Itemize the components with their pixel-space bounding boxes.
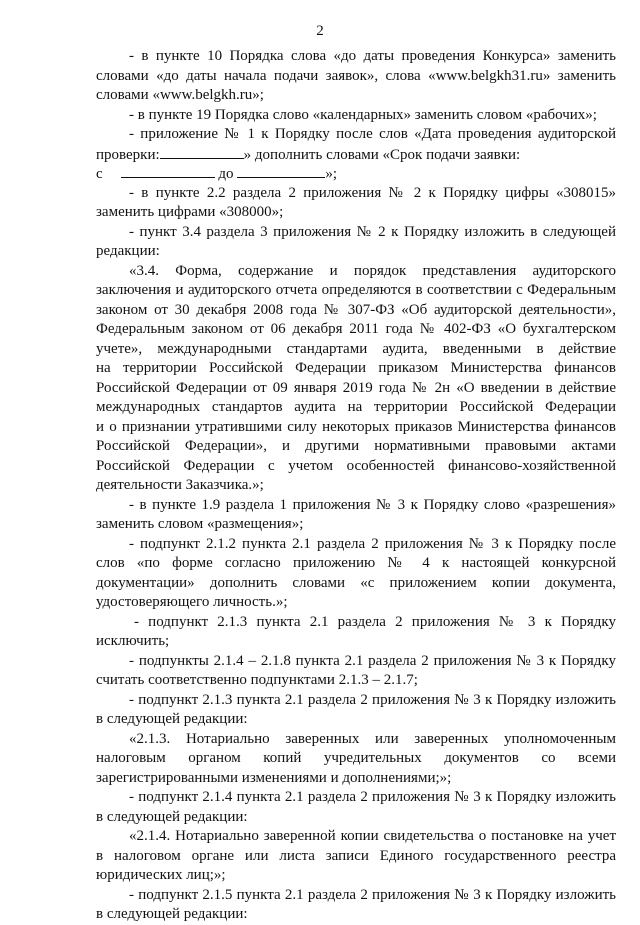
blank-field [160,145,244,159]
text-line: и о признании утратившими силу некоторых приказов Министерства финансов [96,418,616,435]
text-line: - в пункте 19 Порядка слово «календарных» заменить словом «рабочих»; [129,106,597,123]
text-line: в налоговом органе или листа записи Единого государственного реестра [96,847,616,864]
text-line: Российской Федерации», и другими нормативными правовыми актами [96,438,616,454]
text-line: зарегистрированными изменениями и дополнениями;»; [96,769,452,786]
text-line: исключить; [96,633,170,649]
text-line: словами «www.belgkh.ru»; [96,87,264,103]
text-fragment: с [96,166,103,182]
text-line: заменить цифрами «308000»; [96,204,284,220]
blank-field [121,164,215,178]
text-fragment: »; [325,166,337,182]
text-line: - подпункт 2.1.3 пункта 2.1 раздела 2 приложения № 3 к Порядку [134,613,616,630]
form-blank-line [96,164,616,184]
text-line: редакции: [96,243,160,259]
text-line: документации» дополнить словами «с приложением копии документа, [96,574,616,591]
text-line: - в пункте 10 Порядка слова «до даты проведения Конкурса» заменить [129,48,616,64]
text-line: налоговым органом копий учредительных документов со всеми [96,750,616,766]
text-line: считать соответственно подпунктами 2.1.3 – 2.1.7; [96,672,418,688]
form-blank-line [96,145,616,165]
text-line: «2.1.3. Нотариально заверенных или заверенных уполномоченным [129,730,616,747]
text-line: - в пункте 2.2 раздела 2 приложения № 2 к Порядку цифры «308015» [129,184,616,201]
text-line: международных стандартов аудита на территории Российской Федерации [96,399,616,415]
text-line: - подпункт 2.1.5 пункта 2.1 раздела 2 приложения № 3 к Порядку изложить [129,886,616,903]
text-line: в следующей редакции: [96,808,248,825]
text-line: слов «по форме согласно приложению № 4 к настоящей конкурсной [96,555,616,571]
text-line: учете», международными стандартами аудита, введенными в действие [96,340,616,357]
text-line: - в пункте 1.9 раздела 1 приложения № 3 к Порядку слово «разрешения» [129,496,616,513]
text-line: - приложение № 1 к Порядку после слов «Дата проведения аудиторской [129,126,616,142]
document-body [96,47,616,925]
text-fragment: » дополнить словами «Срок подачи заявки: [243,146,521,163]
text-line: - пункт 3.4 раздела 3 приложения № 2 к Порядку изложить в следующей [129,223,616,240]
blank-field [237,164,325,178]
text-line: в следующей редакции: [96,711,248,727]
text-line: словами «до даты начала подачи заявок», слова «www.belgkh31.ru» заменить [96,67,616,84]
text-line: - подпункт 2.1.3 пункта 2.1 раздела 2 приложения № 3 к Порядку изложить [129,691,616,708]
text-line: юридических лиц;»; [96,867,226,883]
text-line: - подпункты 2.1.4 – 2.1.8 пункта 2.1 раздела 2 приложения № 3 к Порядку [129,652,616,669]
text-line: Российской Федерации с учетом особенностей финансово-хозяйственной [96,457,616,474]
text-line: заключения и аудиторского отчета определяются в соответствии с Федеральным [96,282,616,298]
text-line: удостоверяющего личность.»; [96,594,288,610]
text-line: законом от 30 декабря 2008 года № 307-ФЗ «Об аудиторской деятельности», [96,301,616,318]
text-line: - подпункт 2.1.2 пункта 2.1 раздела 2 приложения № 3 к Порядку после [129,535,616,552]
text-line: в следующей редакции: [96,906,248,922]
text-fragment: до [218,166,234,182]
text-line: на территории Российской Федерации приказом Министерства финансов [96,360,616,376]
text-line: Российской Федерации от 09 января 2019 года № 2н «О введении в действие [96,379,616,396]
page-number: 2 [316,23,324,39]
text-line: Федеральным законом от 06 декабря 2011 года № 402-ФЗ «О бухгалтерском [96,321,616,337]
text-line: «3.4. Форма, содержание и порядок представления аудиторского [129,262,616,279]
text-line: заменить словом «размещения»; [96,516,304,532]
text-fragment: проверки: [96,146,160,163]
text-line: «2.1.4. Нотариально заверенной копии свидетельства о постановке на учет [129,828,616,844]
text-line: - подпункт 2.1.4 пункта 2.1 раздела 2 приложения № 3 к Порядку изложить [129,789,616,805]
text-line: деятельности Заказчика.»; [96,477,264,493]
